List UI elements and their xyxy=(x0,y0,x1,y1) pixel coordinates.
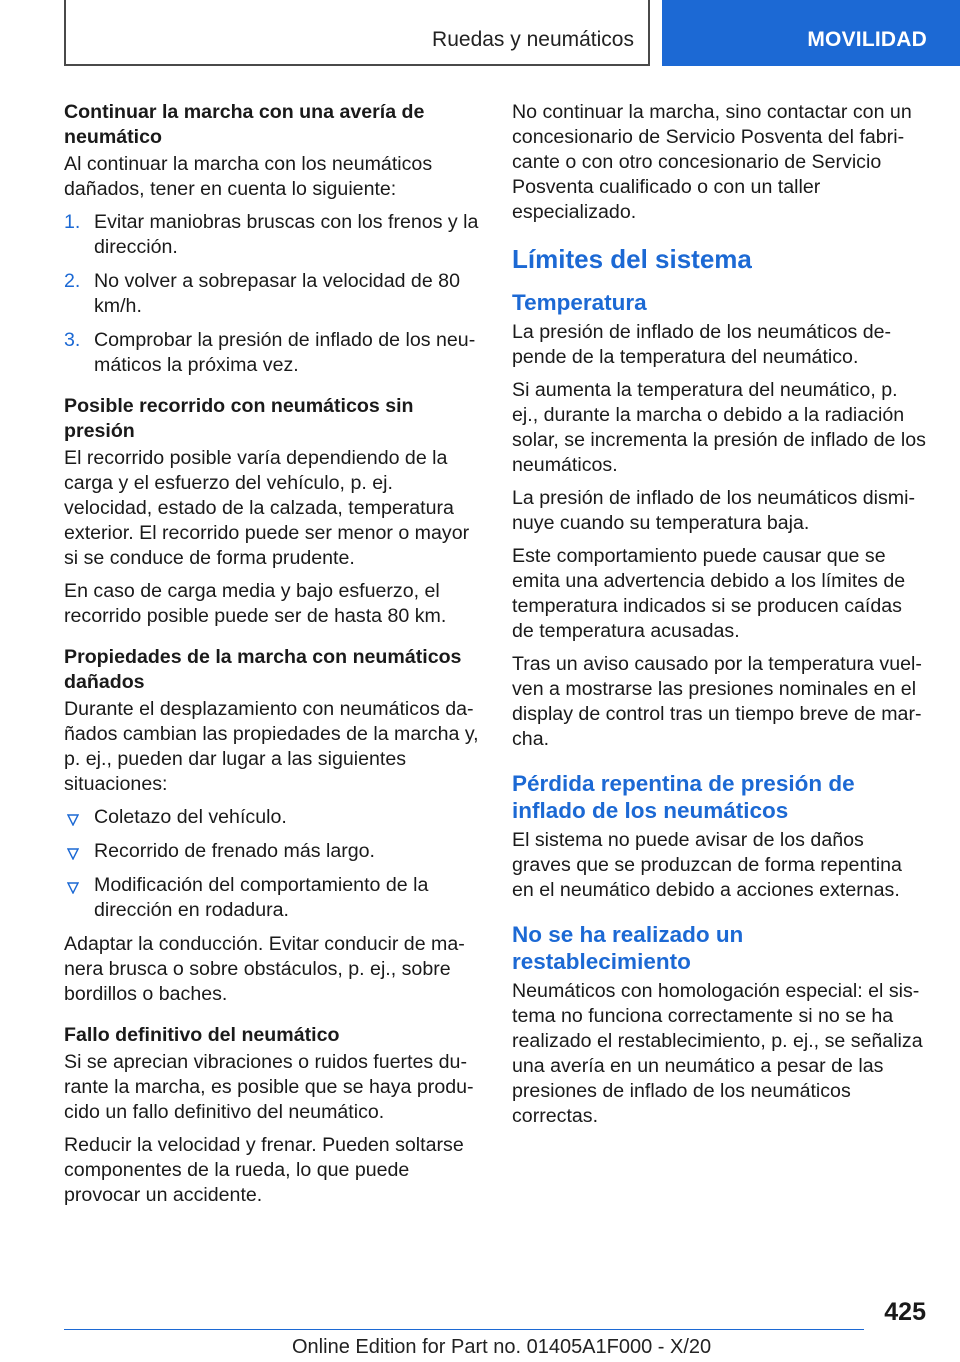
subheading-tire-failure: Fallo definitivo del neumático xyxy=(64,1024,340,1046)
heading-sudden-pressure-loss: Pérdida repentina de presión de inflado de los neumáticos xyxy=(512,771,855,823)
step-number: 1. xyxy=(64,211,81,233)
chapter-tab xyxy=(662,0,960,66)
step-item xyxy=(64,328,482,378)
paragraph: El recorrido posible varía dependiendo de la carga y el esfuerzo del vehículo, p. ej. velocidad, estado de la calzada, temperatura exterior. El recorrido puede ser menor o mayor si se conduce de forma prudente. xyxy=(64,447,470,569)
heading-temperature: Temperatura xyxy=(512,290,647,315)
page-header xyxy=(0,0,960,66)
bullet-item xyxy=(64,839,482,864)
triangle-bullet-icon xyxy=(67,848,79,860)
chapter-label: MOVILIDAD xyxy=(807,28,927,51)
bullet-text: Recorrido de frenado más largo. xyxy=(94,840,375,862)
paragraph: Neumáticos con homologación especial: el sistema no funciona correctamente si no se ha realizado el restablecimiento, p. ej., se señaliza una avería en un neumático a pesar de las presiones de inflado de los neumáticos correctas. xyxy=(512,980,923,1127)
heading-system-limits: Límites del sistema xyxy=(512,244,752,274)
page-number: 425 xyxy=(884,1298,926,1326)
subheading-driving-properties: Propiedades de la marcha con neumáticos dañados xyxy=(64,646,462,693)
paragraph: No continuar la marcha, sino contactar con un concesionario de Servicio Posventa del fabricante o con otro concesionario de Servicio Posventa cualificado o con un taller especializado. xyxy=(512,101,912,223)
section-title: Ruedas y neumáticos xyxy=(432,28,634,51)
subheading-possible-range: Posible recorrido con neumáticos sin presión xyxy=(64,395,414,442)
paragraph: Al continuar la marcha con los neumáticos dañados, tener en cuenta lo siguiente: xyxy=(64,153,433,200)
bullet-text: Coletazo del vehículo. xyxy=(94,806,287,828)
paragraph: Durante el desplazamiento con neumáticos dañados cambian las propiedades de la marcha y, p. ej., pueden dar lugar a las siguientes situaciones: xyxy=(64,698,479,795)
step-text: Comprobar la presión de inflado de los neumáticos la próxima vez. xyxy=(94,329,476,376)
bullet-item xyxy=(64,873,482,923)
step-text: No volver a sobrepasar la velocidad de 80 km/h. xyxy=(94,270,460,317)
paragraph: Tras un aviso causado por la temperatura vuelven a mostrarse las presiones nominales en el display de control tras un tiempo breve de marcha. xyxy=(512,653,922,750)
section-header-frame xyxy=(64,0,650,66)
numbered-steps xyxy=(64,210,482,378)
bullet-list xyxy=(64,805,482,923)
paragraph: Reducir la velocidad y frenar. Pueden soltarse componentes de la rueda, lo que puede provocar un accidente. xyxy=(64,1134,464,1206)
triangle-bullet-icon xyxy=(67,882,79,894)
step-item xyxy=(64,269,482,319)
step-number: 3. xyxy=(64,329,81,351)
left-column xyxy=(64,100,482,1216)
paragraph: La presión de inflado de los neumáticos depende de la temperatura del neumático. xyxy=(512,321,892,368)
step-number: 2. xyxy=(64,270,81,292)
step-text: Evitar maniobras bruscas con los frenos y la dirección. xyxy=(94,211,479,258)
paragraph: En caso de carga media y bajo esfuerzo, el recorrido posible puede ser de hasta 80 km. xyxy=(64,580,447,627)
paragraph: Este comportamiento puede causar que se emita una advertencia debido a los límites de temperatura indicados si se producen caídas de temperatura acusadas. xyxy=(512,545,906,642)
triangle-bullet-icon xyxy=(67,814,79,826)
subheading-continue-driving: Continuar la marcha con una avería de neumático xyxy=(64,101,425,148)
paragraph: Si se aprecian vibraciones o ruidos fuertes durante la marcha, es posible que se haya producido un fallo definitivo del neumático. xyxy=(64,1051,474,1123)
edition-footer: Online Edition for Part no. 01405A1F000 - X/20 xyxy=(292,1336,712,1358)
step-item xyxy=(64,210,482,260)
footer-divider xyxy=(64,1329,864,1330)
bullet-item xyxy=(64,805,482,830)
bullet-text: Modificación del comportamiento de la dirección en rodadura. xyxy=(94,874,429,921)
heading-no-reset: No se ha realizado un restablecimiento xyxy=(512,922,744,974)
paragraph: Adaptar la conducción. Evitar conducir de manera brusca o sobre obstáculos, p. ej., sobre bordillos o baches. xyxy=(64,933,465,1005)
right-column xyxy=(512,100,926,1137)
paragraph: El sistema no puede avisar de los daños graves que se produzcan de forma repentina en el neumático debido a acciones externas. xyxy=(512,829,902,901)
paragraph: Si aumenta la temperatura del neumático, p. ej., durante la marcha o debido a la radiación solar, se incrementa la presión de inflado de los neumáticos. xyxy=(512,379,926,476)
paragraph: La presión de inflado de los neumáticos disminuye cuando su temperatura baja. xyxy=(512,487,915,534)
